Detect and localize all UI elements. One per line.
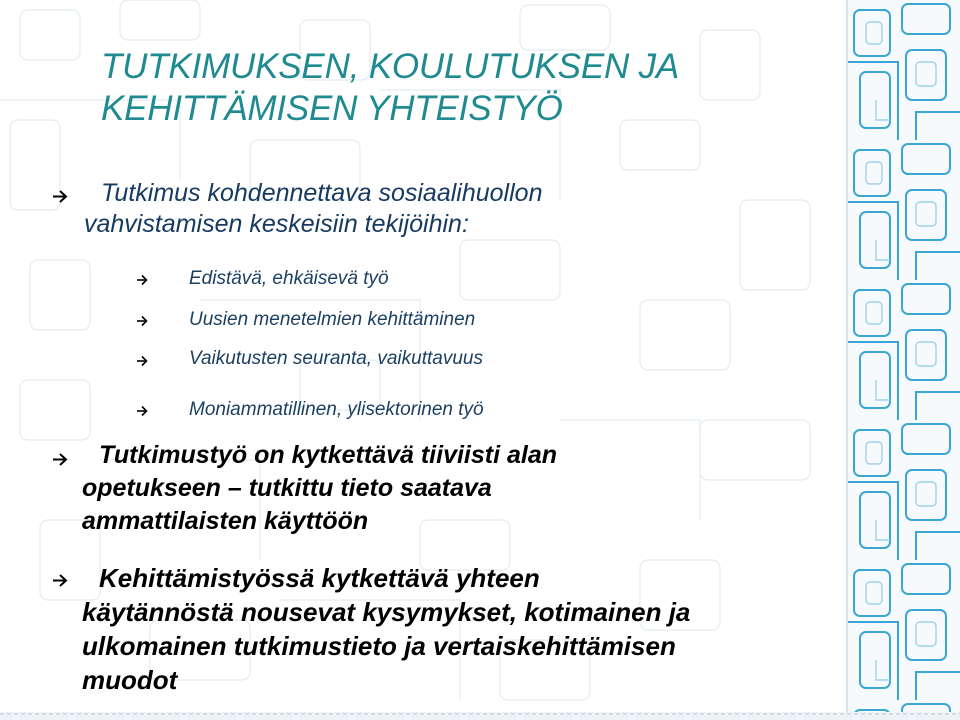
bullet-1-line-1: Tutkimus kohdennettava sosiaalihuollon [101, 179, 543, 207]
arrow-right-icon [52, 452, 70, 468]
sub-item-4: Moniammatillinen, ylisektorinen työ [189, 399, 484, 420]
sub-item-1: Edistävä, ehkäisevä työ [189, 268, 389, 289]
arrow-right-icon [136, 315, 150, 327]
bullet-3-line-2: käytännöstä nousevat kysymykset, kotimainen ja [82, 597, 691, 627]
arrow-right-icon [136, 405, 150, 417]
bullet-3-text [82, 561, 690, 697]
bullet-1-text [84, 178, 542, 240]
bullet-2-text [82, 439, 557, 538]
bullet-3-line-4: muodot [82, 665, 178, 695]
bullet-3-line-1: Kehittämistyössä kytkettävä yhteen [99, 563, 540, 593]
bottom-border [0, 712, 960, 720]
arrow-right-icon [136, 355, 150, 367]
arrow-right-icon [52, 189, 70, 205]
sub-item-2: Uusien menetelmien kehittäminen [189, 309, 476, 330]
bullet-2-line-1: Tutkimustyö on kytkettävä tiiviisti alan [99, 441, 558, 469]
right-decorative-band [846, 0, 960, 720]
title-line-1: TUTKIMUKSEN, KOULUTUKSEN JA [101, 47, 680, 86]
bullet-2-line-3: ammattilaisten käyttöön [82, 507, 369, 535]
bullet-2-line-2: opetukseen – tutkittu tieto saatava [82, 474, 492, 502]
bullet-1-line-2: vahvistamisen keskeisiin tekijöihin: [84, 210, 469, 238]
title-line-2: KEHITTÄMISEN YHTEISTYÖ [101, 89, 563, 128]
bullet-3-line-3: ulkomainen tutkimustieto ja vertaiskehittämisen [82, 631, 676, 661]
slide-title [101, 46, 821, 130]
arrow-right-icon [136, 274, 150, 286]
arrow-right-icon [52, 573, 70, 589]
sub-item-3: Vaikutusten seuranta, vaikuttavuus [189, 348, 483, 369]
